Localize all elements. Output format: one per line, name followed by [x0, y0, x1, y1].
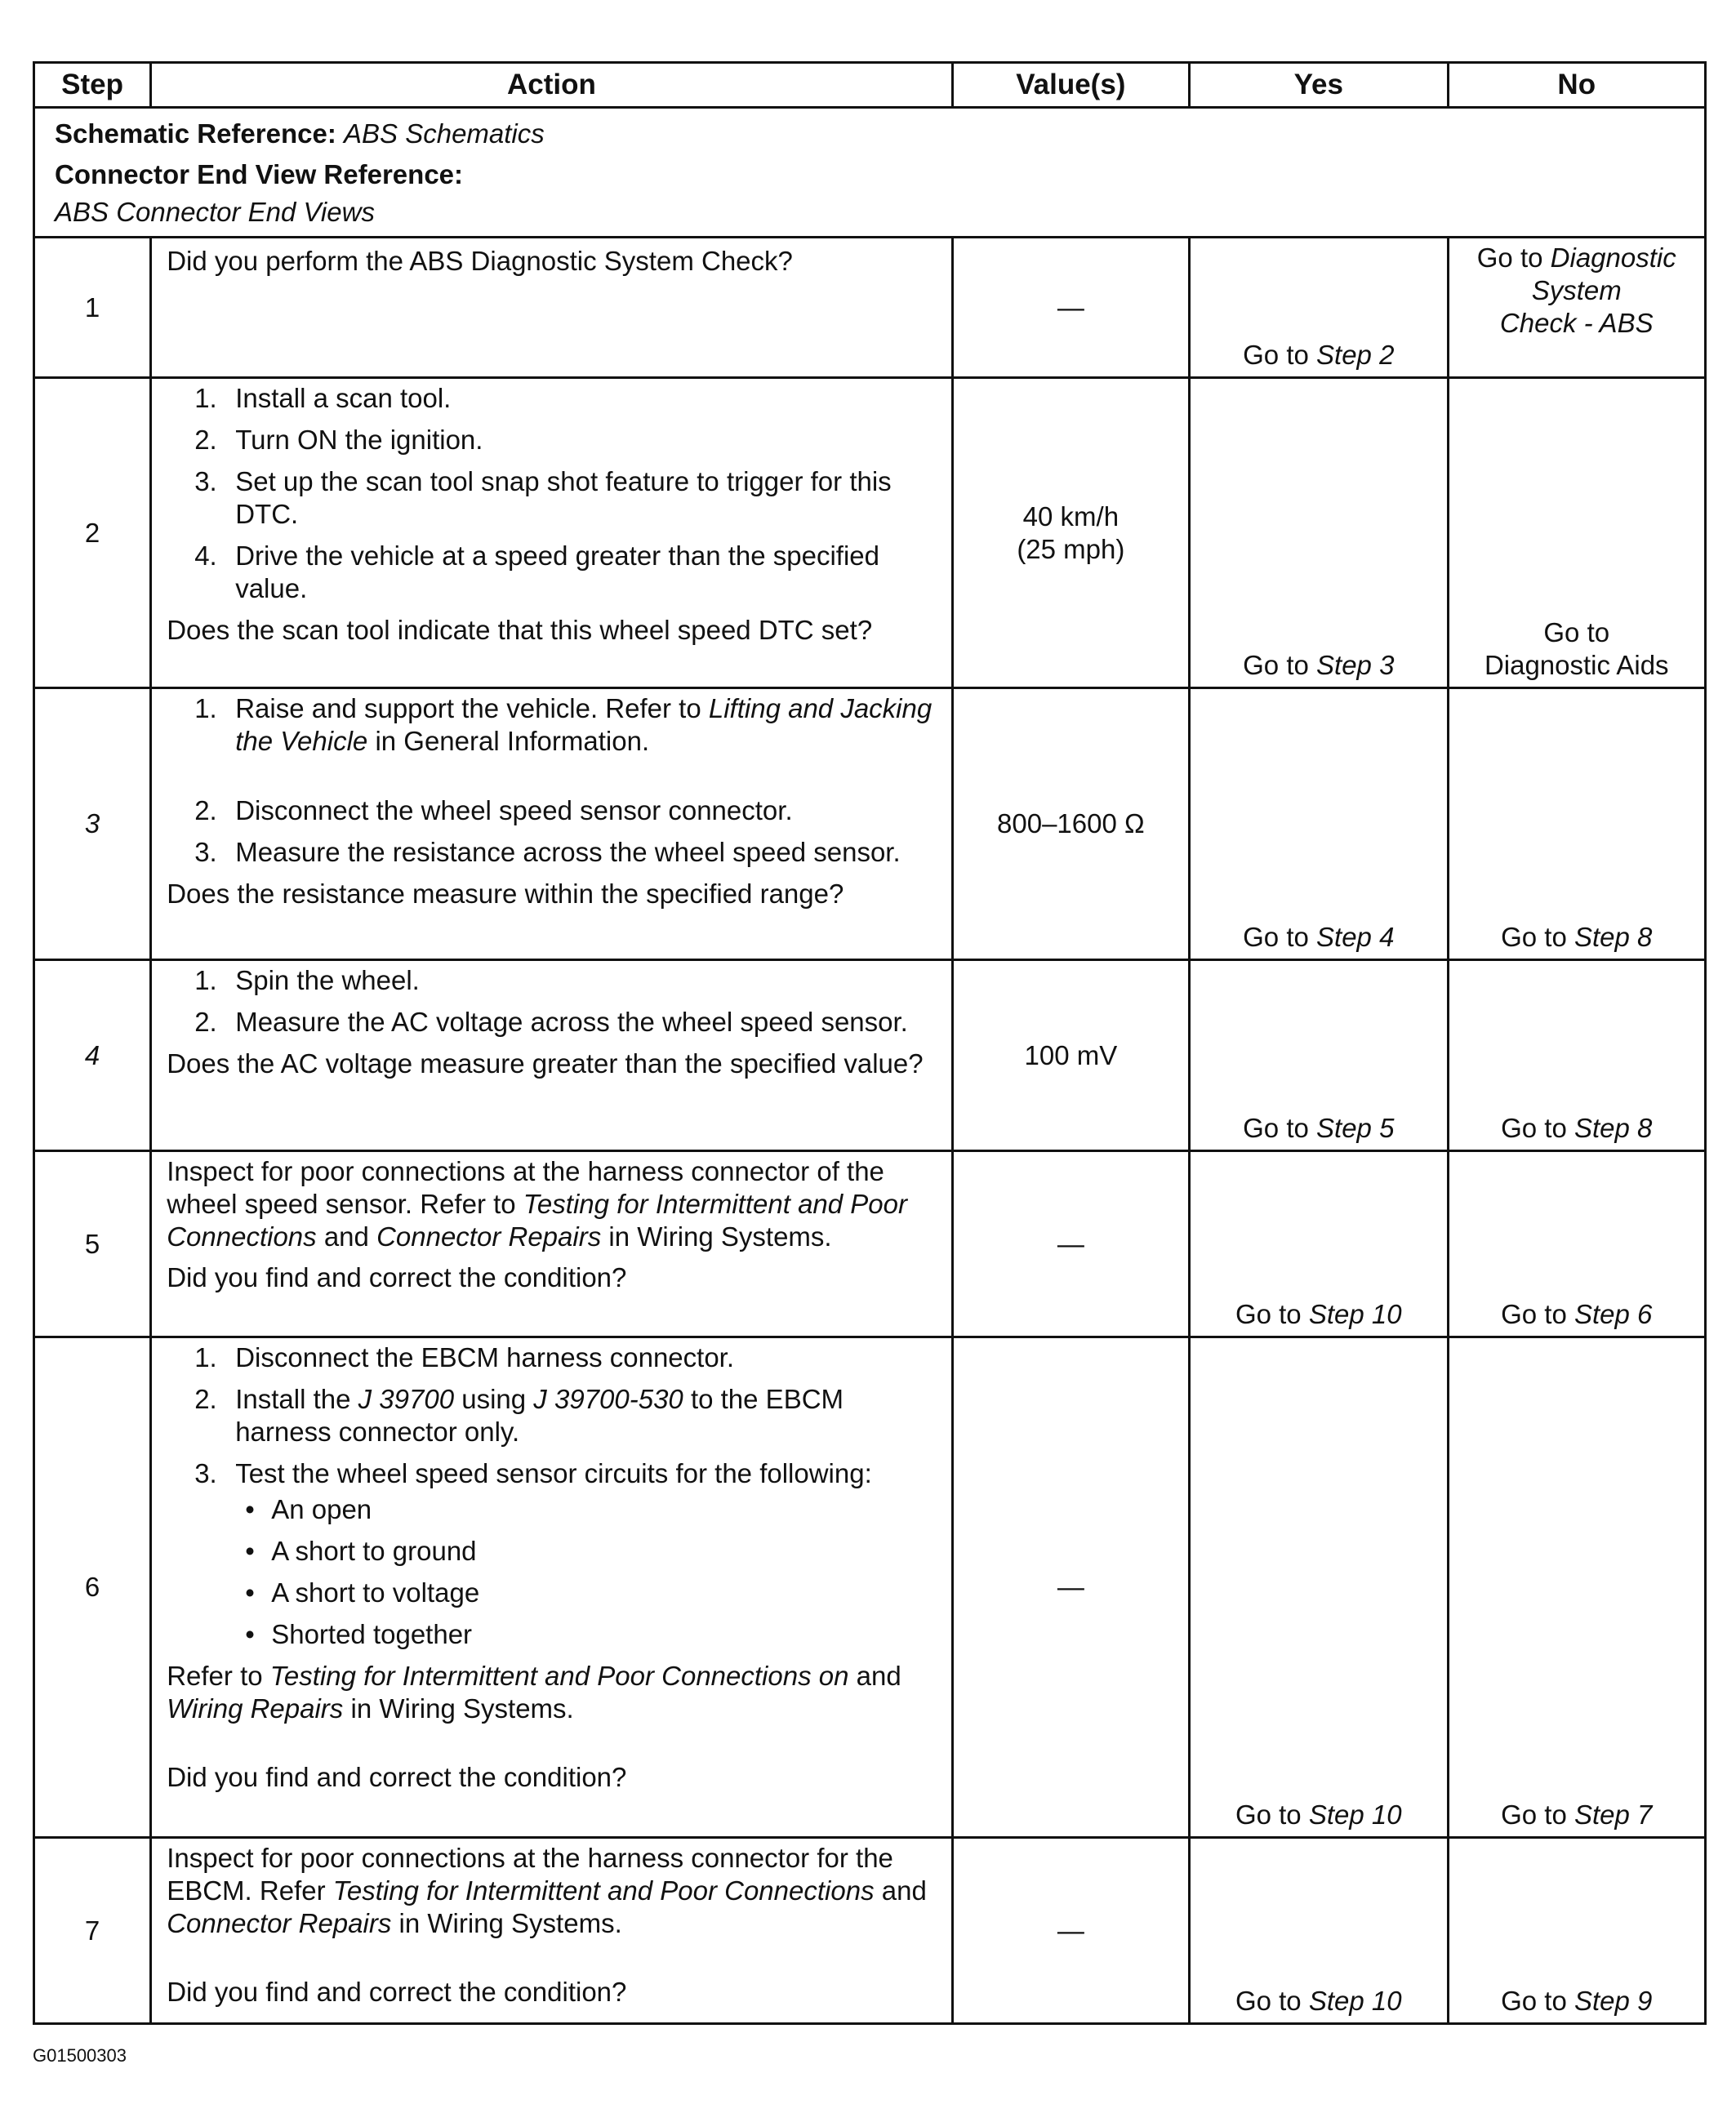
action-cell — [151, 688, 952, 960]
header-row — [34, 63, 1706, 108]
table-row-step-2 — [34, 378, 1706, 688]
step-number: 7 — [34, 1838, 151, 2024]
step-number: 1 — [34, 238, 151, 378]
header-step: Step — [34, 63, 151, 108]
schematic-reference-link[interactable]: ABS Schematics — [344, 118, 545, 149]
testing-link[interactable]: Testing for Intermittent and Poor Connections — [332, 1875, 875, 1906]
yes-cell — [1190, 960, 1448, 1151]
action-steps-list — [167, 692, 941, 869]
no-prefix: Go to — [1543, 617, 1610, 647]
value-cell: 100 mV — [952, 960, 1189, 1151]
header-action: Action — [151, 63, 952, 108]
value-line-2: (25 mph) — [1017, 533, 1125, 564]
value-cell: — — [952, 1337, 1189, 1838]
lifting-link[interactable]: Lifting and Jacking the Vehicle — [235, 693, 933, 756]
step-number: 6 — [34, 1337, 151, 1838]
list-item: 1. Install a scan tool. — [194, 383, 452, 413]
yes-link[interactable]: Step 5 — [1316, 1113, 1395, 1143]
refer-text: Refer to Testing for Intermittent and Poor Connections on and Wiring Repairs in Wiring Systems. — [167, 1661, 901, 1724]
connector-reference-link[interactable]: ABS Connector End Views — [55, 197, 375, 227]
question-text: Did you find and correct the condition? — [167, 1262, 627, 1292]
value-cell: — — [952, 238, 1189, 378]
list-item: • Shorted together — [167, 1618, 941, 1651]
value-cell: — — [952, 1838, 1189, 2024]
value-cell — [952, 378, 1189, 688]
instruction-text: Inspect for poor connections at the harness connector of the wheel speed sensor. Refer to Testing for Intermittent and Poor Connections and Connector Repairs in Wiring Systems. — [167, 1156, 907, 1252]
action-steps-list — [167, 964, 941, 1039]
no-link-part-2[interactable]: System — [1531, 275, 1622, 305]
no-prefix: Go to — [1501, 1799, 1567, 1830]
step-number: 4 — [34, 960, 151, 1151]
reference-row — [34, 108, 1706, 238]
question-text: Did you perform the ABS Diagnostic System Check? — [167, 246, 793, 276]
no-cell — [1448, 960, 1705, 1151]
yes-link[interactable]: Step 2 — [1316, 340, 1395, 370]
tool-j39700: J 39700 — [358, 1384, 455, 1414]
yes-prefix: Go to — [1235, 1986, 1302, 2016]
no-link[interactable]: Diagnostic Aids — [1484, 650, 1669, 680]
list-item: 3. Set up the scan tool snap shot feature to trigger for this DTC. — [194, 466, 892, 529]
question-text: Does the scan tool indicate that this wheel speed DTC set? — [167, 615, 873, 645]
reference-cell — [34, 108, 1706, 238]
action-cell — [151, 1838, 952, 2024]
list-item: 3. Test the wheel speed sensor circuits for the following: — [194, 1458, 872, 1488]
no-link-part-3[interactable]: Check - ABS — [1499, 308, 1654, 338]
yes-prefix: Go to — [1235, 1299, 1302, 1329]
list-item: 1. Spin the wheel. — [194, 965, 420, 995]
schematic-reference-label: Schematic Reference: — [55, 118, 336, 149]
table-row-step-7 — [34, 1838, 1706, 2024]
question-text: Does the AC voltage measure greater than the specified value? — [167, 1048, 924, 1079]
list-item: 4. Drive the vehicle at a speed greater than the specified value. — [194, 541, 880, 603]
yes-prefix: Go to — [1243, 650, 1309, 680]
connector-repairs-link[interactable]: Connector Repairs — [167, 1908, 392, 1938]
action-cell — [151, 960, 952, 1151]
yes-cell — [1190, 238, 1448, 378]
yes-cell — [1190, 1151, 1448, 1337]
table-row-step-5 — [34, 1151, 1706, 1337]
action-steps-list — [167, 382, 941, 605]
value-cell: 800–1600 Ω — [952, 688, 1189, 960]
no-cell — [1448, 378, 1705, 688]
testing-link[interactable]: Testing for Intermittent and Poor Connections on — [269, 1661, 849, 1691]
yes-link[interactable]: Step 10 — [1308, 1986, 1402, 2016]
table-row-step-4 — [34, 960, 1706, 1151]
yes-cell — [1190, 1838, 1448, 2024]
diagnostic-document — [33, 61, 1707, 2025]
instruction-text: Inspect for poor connections at the harness connector for the EBCM. Refer Testing for Intermittent and Poor Connections and Connector Repairs in Wiring Systems. — [167, 1843, 927, 1938]
no-cell — [1448, 1151, 1705, 1337]
yes-link[interactable]: Step 10 — [1308, 1799, 1402, 1830]
header-no: No — [1448, 63, 1705, 108]
table-row-step-6 — [34, 1337, 1706, 1838]
diagnostic-table — [33, 61, 1707, 2025]
bullet-list — [167, 1493, 941, 1651]
no-link-part-1[interactable]: Diagnostic — [1550, 242, 1676, 273]
no-link[interactable]: Step 8 — [1574, 922, 1653, 952]
list-item: 1. Disconnect the EBCM harness connector. — [194, 1342, 735, 1372]
yes-cell — [1190, 378, 1448, 688]
figure-code: G01500303 — [33, 2045, 127, 2066]
no-link[interactable]: Step 6 — [1574, 1299, 1653, 1329]
list-item: • A short to ground — [167, 1535, 941, 1568]
yes-prefix: Go to — [1243, 1113, 1309, 1143]
action-cell — [151, 238, 952, 378]
no-prefix: Go to — [1501, 922, 1567, 952]
no-link[interactable]: Step 8 — [1574, 1113, 1653, 1143]
yes-prefix: Go to — [1243, 340, 1309, 370]
list-item: 1. Raise and support the vehicle. Refer to Lifting and Jacking the Vehicle in General Information. — [194, 693, 933, 756]
question-text: Did you find and correct the condition? — [167, 1762, 627, 1792]
tool-j39700-530: J 39700-530 — [533, 1384, 683, 1414]
question-text: Did you find and correct the condition? — [167, 1977, 627, 2007]
no-prefix: Go to — [1501, 1113, 1567, 1143]
step-number: 5 — [34, 1151, 151, 1337]
value-line-1: 40 km/h — [1022, 500, 1119, 532]
no-prefix: Go to — [1476, 242, 1543, 273]
no-link[interactable]: Step 7 — [1574, 1799, 1653, 1830]
action-cell — [151, 1151, 952, 1337]
list-item: 2. Measure the AC voltage across the wheel speed sensor. — [194, 1007, 908, 1037]
header-yes: Yes — [1190, 63, 1448, 108]
list-item: 2. Install the J 39700 using J 39700-530 to the EBCM harness connector only. — [194, 1384, 844, 1447]
connector-repairs-link[interactable]: Connector Repairs — [376, 1221, 602, 1252]
wiring-repairs-link[interactable]: Wiring Repairs — [167, 1693, 344, 1724]
yes-link[interactable]: Step 3 — [1316, 650, 1395, 680]
yes-cell — [1190, 1337, 1448, 1838]
header-values: Value(s) — [952, 63, 1189, 108]
list-item: 2. Disconnect the wheel speed sensor connector. — [194, 795, 793, 825]
list-item: • A short to voltage — [167, 1577, 941, 1609]
value-cell: — — [952, 1151, 1189, 1337]
yes-link[interactable]: Step 4 — [1316, 922, 1395, 952]
no-prefix: Go to — [1501, 1299, 1567, 1329]
list-item: 3. Measure the resistance across the wheel speed sensor. — [194, 837, 901, 867]
list-item: • An open — [167, 1493, 941, 1526]
table-row-step-3 — [34, 688, 1706, 960]
no-prefix: Go to — [1501, 1986, 1567, 2016]
table-row-step-1 — [34, 238, 1706, 378]
action-cell — [151, 378, 952, 688]
yes-prefix: Go to — [1235, 1799, 1302, 1830]
action-steps-list — [167, 1341, 941, 1490]
no-cell — [1448, 1838, 1705, 2024]
yes-prefix: Go to — [1243, 922, 1309, 952]
list-item: 2. Turn ON the ignition. — [194, 425, 483, 455]
action-cell — [151, 1337, 952, 1838]
yes-link[interactable]: Step 10 — [1308, 1299, 1402, 1329]
no-cell — [1448, 688, 1705, 960]
testing-link[interactable]: Testing for Intermittent and Poor Connections — [167, 1189, 907, 1252]
connector-reference-label: Connector End View Reference: — [55, 159, 464, 189]
step-number: 3 — [34, 688, 151, 960]
no-cell — [1448, 1337, 1705, 1838]
no-cell — [1448, 238, 1705, 378]
question-text: Does the resistance measure within the specified range? — [167, 879, 844, 909]
yes-cell — [1190, 688, 1448, 960]
no-link[interactable]: Step 9 — [1574, 1986, 1653, 2016]
step-number: 2 — [34, 378, 151, 688]
